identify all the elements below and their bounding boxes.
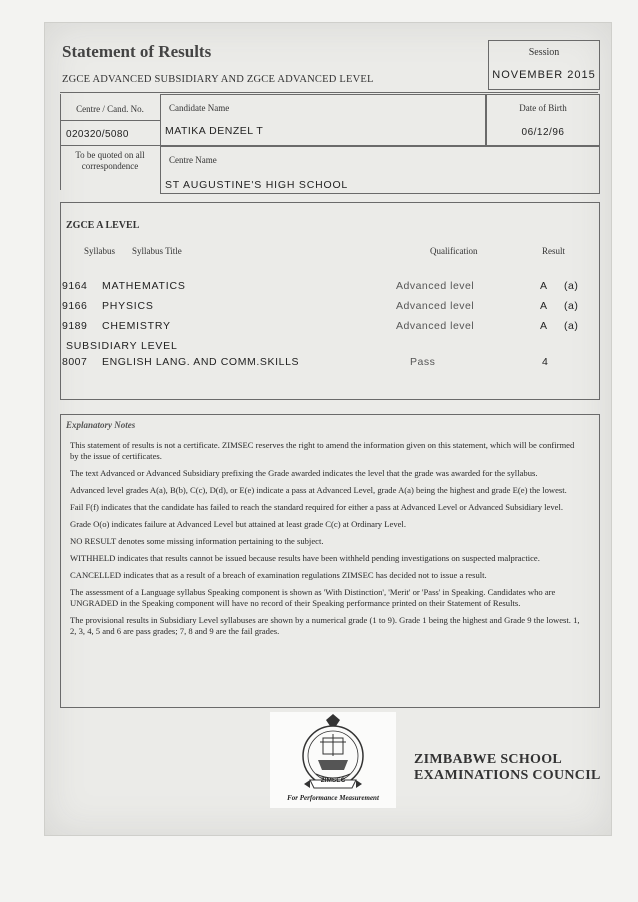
grade: A (540, 280, 548, 292)
note-paragraph: Fail F(f) indicates that the candidate has failed to reach the standard required for either a pass at Advanced Level or Advanced Subsidiary level. (70, 502, 564, 512)
subsidiary-heading: SUBSIDIARY LEVEL (66, 340, 178, 352)
candidate-name-value: MATIKA DENZEL T (165, 125, 264, 137)
candidate-name-box (160, 94, 486, 146)
syllabus-code: 8007 (62, 356, 88, 368)
result-row (62, 300, 582, 316)
dob-box (486, 94, 600, 146)
quote-note-line2: correspondence (81, 161, 139, 171)
note-paragraph: This statement of results is not a certificate. ZIMSEC reserves the right to amend the information given on this statement, which will be confirmed by the issue of certificates. (70, 440, 575, 461)
grade-detail: (a) (564, 320, 579, 332)
col-syllabus-title: Syllabus Title (132, 246, 182, 256)
col-qualification: Qualification (430, 246, 478, 256)
council-name-line2: EXAMINATIONS COUNCIL (414, 768, 601, 783)
note-paragraph: The text Advanced or Advanced Subsidiary prefixing the Grade awarded indicates the level that the grade was awarded for the syllabus. (70, 468, 538, 478)
col-result: Result (542, 246, 566, 256)
syllabus-code: 9166 (62, 300, 88, 312)
grade: 4 (542, 356, 549, 368)
syllabus-code: 9164 (62, 280, 88, 292)
qualification: Advanced level (396, 320, 475, 332)
grade-detail: (a) (564, 300, 579, 312)
note-paragraph: NO RESULT denotes some missing information pertaining to the subject. (70, 536, 324, 546)
syllabus-title: PHYSICS (102, 300, 154, 312)
candidate-name-label: Candidate Name (169, 103, 230, 113)
syllabus-title: ENGLISH LANG. AND COMM.SKILLS (102, 356, 300, 368)
grade: A (540, 300, 548, 312)
header-divider (60, 92, 598, 93)
council-name-line1: ZIMBABWE SCHOOL (414, 752, 563, 767)
centre-cand-value: 020320/5080 (66, 129, 129, 140)
session-label: Session (528, 47, 560, 58)
centre-name-box (160, 146, 600, 194)
notes-heading: Explanatory Notes (66, 420, 136, 430)
col-syllabus: Syllabus (84, 246, 116, 256)
note-paragraph: The assessment of a Language syllabus Speaking component is shown as 'With Distinction', 'Merit' or 'Pass' in Speaking. Candidates who are UNGRADED in the Speaking component will have no record of their Speaking performance printed on their Statement of Results. (70, 587, 556, 608)
session-box (488, 40, 600, 90)
centre-cand-label: Centre / Cand. No. (76, 104, 144, 114)
note-paragraph: WITHHELD indicates that results cannot be issued because results have been withheld pending investigations on suspected malpractice. (70, 553, 540, 563)
logo-tagline: For Performance Measurement (287, 794, 379, 802)
grade: A (540, 320, 548, 332)
note-paragraph: Advanced level grades A(a), B(b), C(c), D(d), or E(e) indicate a pass at Advanced Level, grade A(a) being the highest and grade E(e) the lowest. (70, 485, 567, 495)
result-row (62, 320, 582, 336)
qualification: Pass (410, 356, 436, 368)
syllabus-title: CHEMISTRY (102, 320, 171, 332)
syllabus-code: 9189 (62, 320, 88, 332)
syllabus-title: MATHEMATICS (102, 280, 186, 292)
note-paragraph: CANCELLED indicates that as a result of a breach of examination regulations ZIMSEC has decided not to issue a result. (70, 570, 487, 580)
centre-name-label: Centre Name (169, 155, 217, 165)
notes-body (70, 440, 584, 643)
note-paragraph: Grade O(o) indicates failure at Advanced Level but attained at least grade C(c) at Ordinary Level. (70, 519, 406, 529)
logo-banner-text: ZIMSEC (320, 777, 346, 784)
result-row (62, 280, 582, 296)
zimsec-logo (270, 712, 396, 808)
centre-cand-box (62, 96, 158, 186)
grade-detail: (a) (564, 280, 579, 292)
qualification: Advanced level (396, 280, 475, 292)
dob-value: 06/12/96 (521, 127, 565, 138)
note-paragraph: The provisional results in Subsidiary Level syllabuses are shown by a numerical grade (1 to 9). Grade 1 being the highest and Grade 9 the lowest. 1, 2, 3, 4, 5 and 6 are pass grades; 7, 8 and 9 are the fail grades. (70, 615, 580, 636)
result-row (62, 356, 582, 372)
quote-note-line1: To be quoted on all (75, 150, 145, 160)
qualification: Advanced level (396, 300, 475, 312)
dob-label: Date of Birth (519, 103, 567, 113)
centre-name-value: ST AUGUSTINE'S HIGH SCHOOL (165, 179, 349, 191)
session-value: NOVEMBER 2015 (492, 69, 596, 81)
results-section-heading: ZGCE A LEVEL (66, 220, 140, 231)
qualification-subtitle: ZGCE ADVANCED SUBSIDIARY AND ZGCE ADVANCED LEVEL (62, 74, 374, 85)
page-title: Statement of Results (62, 42, 212, 61)
